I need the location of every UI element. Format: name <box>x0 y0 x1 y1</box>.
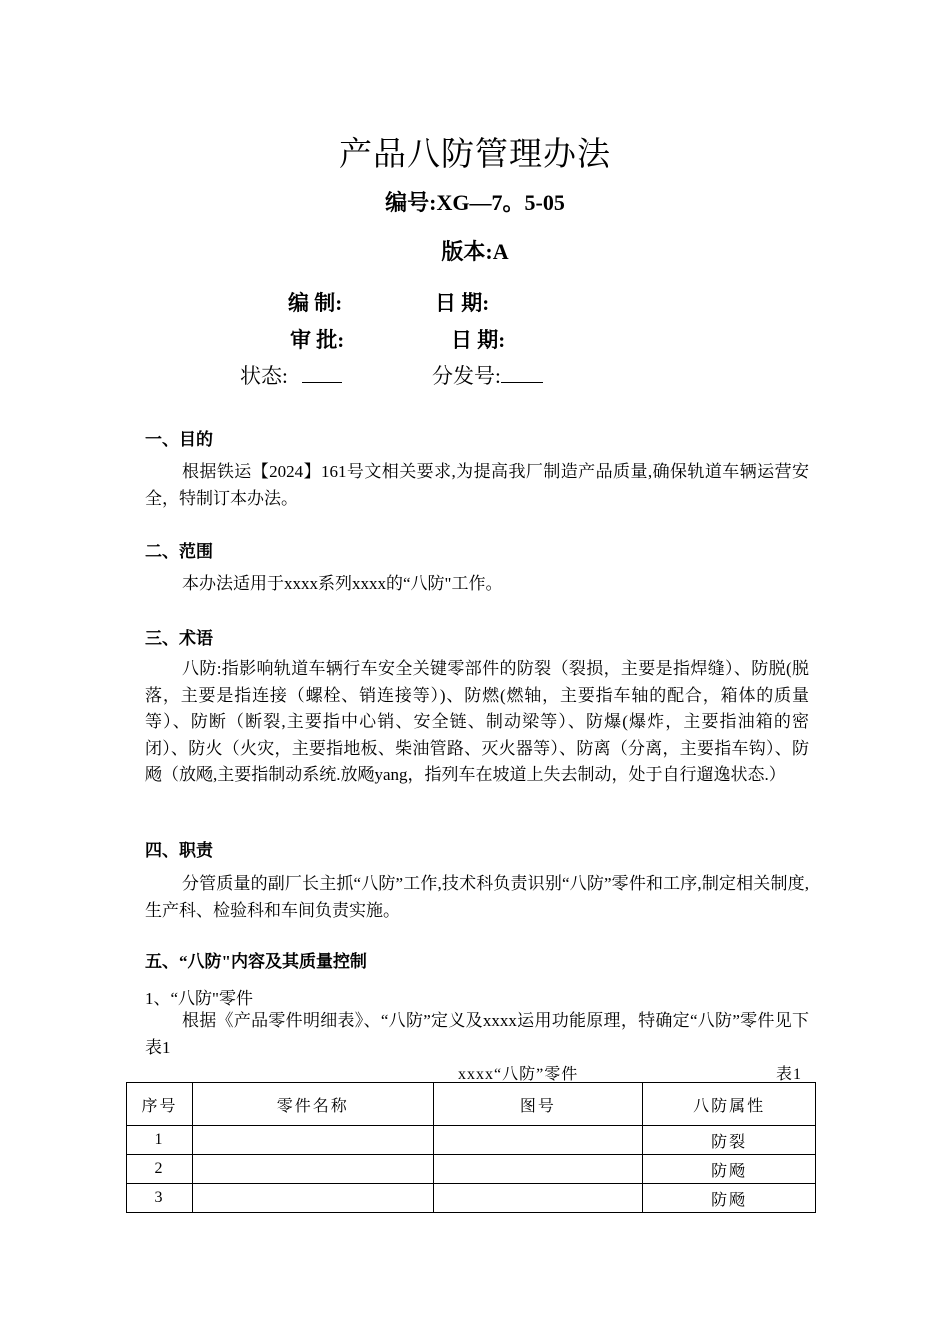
cell-drawing-no <box>433 1126 643 1155</box>
cell-drawing-no <box>433 1184 643 1213</box>
date-label-1: 日 期: <box>435 291 490 315</box>
cell-part-name <box>192 1184 433 1213</box>
cell-serial: 3 <box>127 1184 193 1213</box>
header-drawing-no: 图号 <box>433 1083 643 1126</box>
cell-drawing-no <box>433 1155 643 1184</box>
table-caption: xxxx“八防”零件 <box>458 1066 579 1083</box>
section-heading-content: 五、“八防"内容及其质量控制 <box>145 952 367 971</box>
cell-part-name <box>192 1126 433 1155</box>
approve-label: 审 批: <box>290 328 345 352</box>
document-code: 编号:XG—7。5-05 <box>385 190 565 215</box>
section-paragraph-duties: 分管质量的副厂长主抓“八防”工作,技术科负责识别“八防”零件和工序,制定相关制度,生产科、检验科和车间负责实施。 <box>145 874 809 920</box>
table-row <box>127 1184 816 1213</box>
section-heading-duties: 四、职责 <box>145 841 213 860</box>
section-paragraph-terms: 八防:指影响轨道车辆行车安全关键零部件的防裂（裂损，主要是指焊缝）、防脱(脱落，主要是指连接（螺栓、销连接等）)、防燃(燃轴，主要指车轴的配合，箱体的质量等）、防断（断裂,主要指中心销、安全链、制动梁等）、防爆(爆炸，主要指油箱的密闭）、防火（火灾，主要指地板、柴油管路、灭火器等）、防离（分离，主要指车钩）、防飏（放飏,主要指制动系统.放飏yang，指列车在坡道上失去制动，处于自行遛逸状态.） <box>145 659 809 784</box>
table-row <box>127 1155 816 1184</box>
date-label-2: 日 期: <box>451 328 506 352</box>
table-number: 表1 <box>776 1066 803 1083</box>
section-paragraph-scope: 本办法适用于xxxx系列xxxx的“八防"工作。 <box>182 574 503 593</box>
section-heading-purpose: 一、目的 <box>145 430 213 449</box>
dist-label: 分发号: <box>432 364 501 388</box>
section-paragraph-purpose: 根据铁运【2024】161号文相关要求,为提高我厂制造产品质量,确保轨道车辆运营安全，特制订本办法。 <box>145 462 809 508</box>
cell-serial: 2 <box>127 1155 193 1184</box>
cell-attribute: 防裂 <box>643 1126 816 1155</box>
status-label: 状态: <box>240 364 288 388</box>
section-heading-terms: 三、术语 <box>145 629 213 648</box>
header-attribute: 八防属性 <box>643 1083 816 1126</box>
dist-field <box>432 360 543 390</box>
cell-serial: 1 <box>127 1126 193 1155</box>
cell-part-name <box>192 1155 433 1184</box>
document-title: 产品八防管理办法 <box>339 134 611 173</box>
subheading-parts: 1、“八防"零件 <box>145 989 253 1008</box>
compile-label: 编 制: <box>288 291 343 315</box>
section-heading-scope: 二、范围 <box>145 542 213 561</box>
document-version: 版本:A <box>441 239 509 264</box>
header-serial: 序号 <box>127 1083 193 1126</box>
dist-blank <box>501 382 543 383</box>
cell-attribute: 防飏 <box>643 1184 816 1213</box>
section-paragraph-parts: 根据《产品零件明细表》、“八防”定义及xxxx运用功能原理，特确定“八防”零件见下表1 <box>145 1011 809 1057</box>
status-field <box>240 360 342 390</box>
parts-table <box>126 1082 816 1213</box>
status-blank <box>302 382 342 383</box>
cell-attribute: 防飏 <box>643 1155 816 1184</box>
header-part-name: 零件名称 <box>192 1083 433 1126</box>
table-row <box>127 1126 816 1155</box>
table-header-row <box>127 1083 816 1126</box>
